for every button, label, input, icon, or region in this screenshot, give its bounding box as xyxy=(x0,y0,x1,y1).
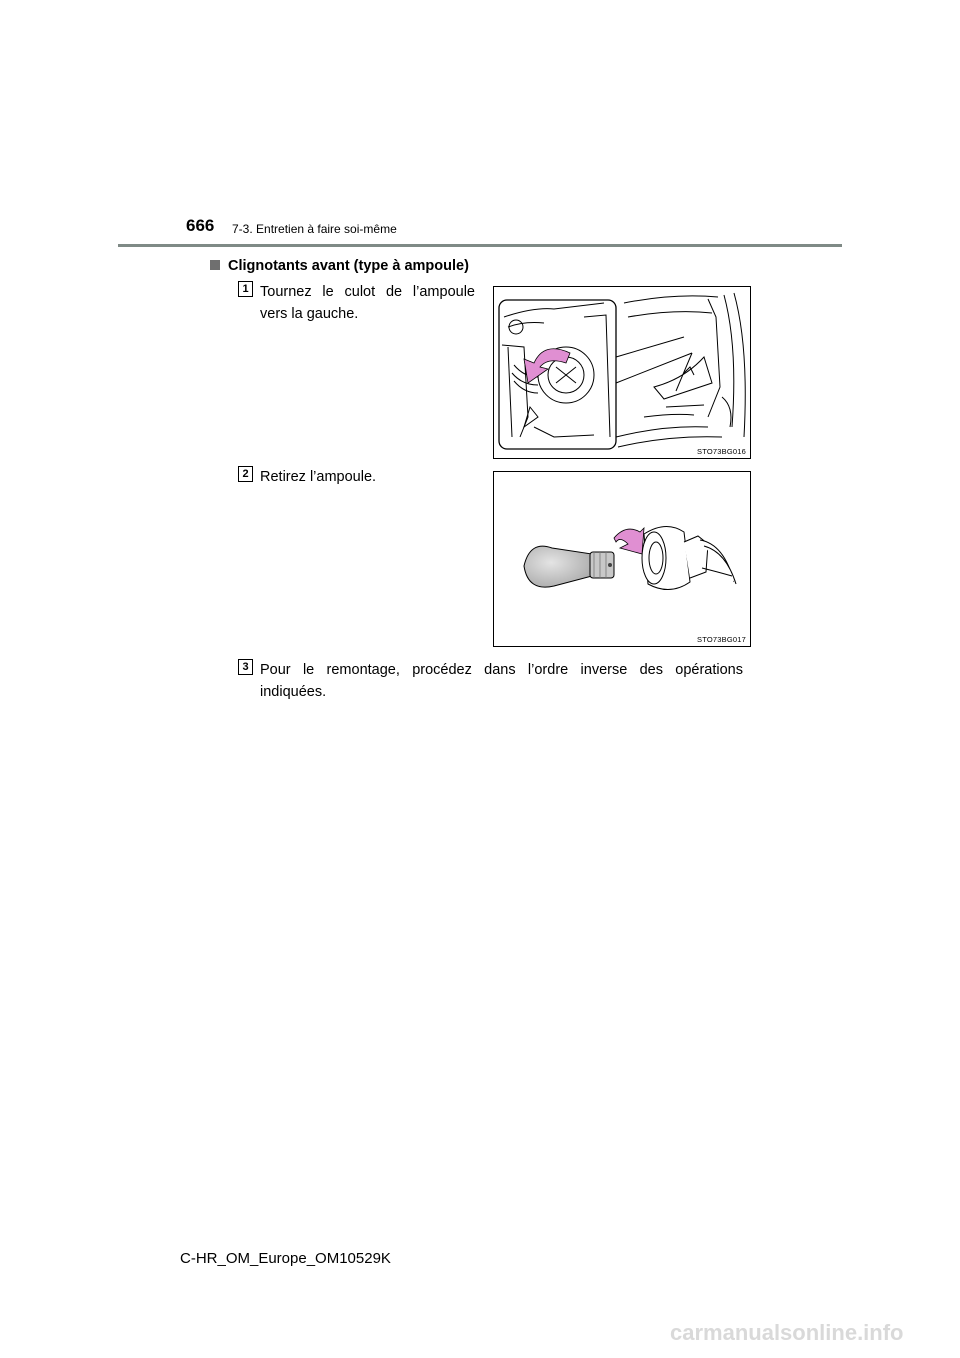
figure-remove-bulb xyxy=(493,471,751,647)
step-text-line: Tournez le culot de l’ampoule xyxy=(260,284,475,300)
step-text: Retirez l’ampoule. xyxy=(260,469,377,485)
pull-out-arrow-icon xyxy=(614,528,644,554)
step-text-line: Pour le remontage, procédez dans l’ordre inverse des opérations xyxy=(260,662,743,678)
step-text xyxy=(260,659,743,703)
step-number-badge: 2 xyxy=(238,466,253,482)
square-bullet-icon xyxy=(210,260,220,270)
step-number-badge: 3 xyxy=(238,659,253,675)
header-divider xyxy=(118,244,842,247)
figure-code: STO73BG016 xyxy=(697,447,746,456)
step-text-line: indiquées. xyxy=(260,684,327,700)
figure-code: STO73BG017 xyxy=(697,635,746,644)
watermark: carmanualsonline.info xyxy=(670,1320,904,1345)
step-number-badge: 1 xyxy=(238,281,253,297)
headlamp-illustration xyxy=(494,287,750,458)
page-number: 666 xyxy=(186,216,215,235)
heading-text: Clignotants avant (type à ampoule) xyxy=(228,258,469,274)
bulb-illustration xyxy=(494,472,750,646)
subsection-heading xyxy=(210,258,469,274)
section-title: 7-3. Entretien à faire soi-même xyxy=(232,222,397,236)
document-id: C-HR_OM_Europe_OM10529K xyxy=(180,1250,391,1267)
figure-turn-bulb-socket xyxy=(493,286,751,459)
step-text xyxy=(260,281,475,325)
step-text-line: vers la gauche. xyxy=(260,306,359,322)
